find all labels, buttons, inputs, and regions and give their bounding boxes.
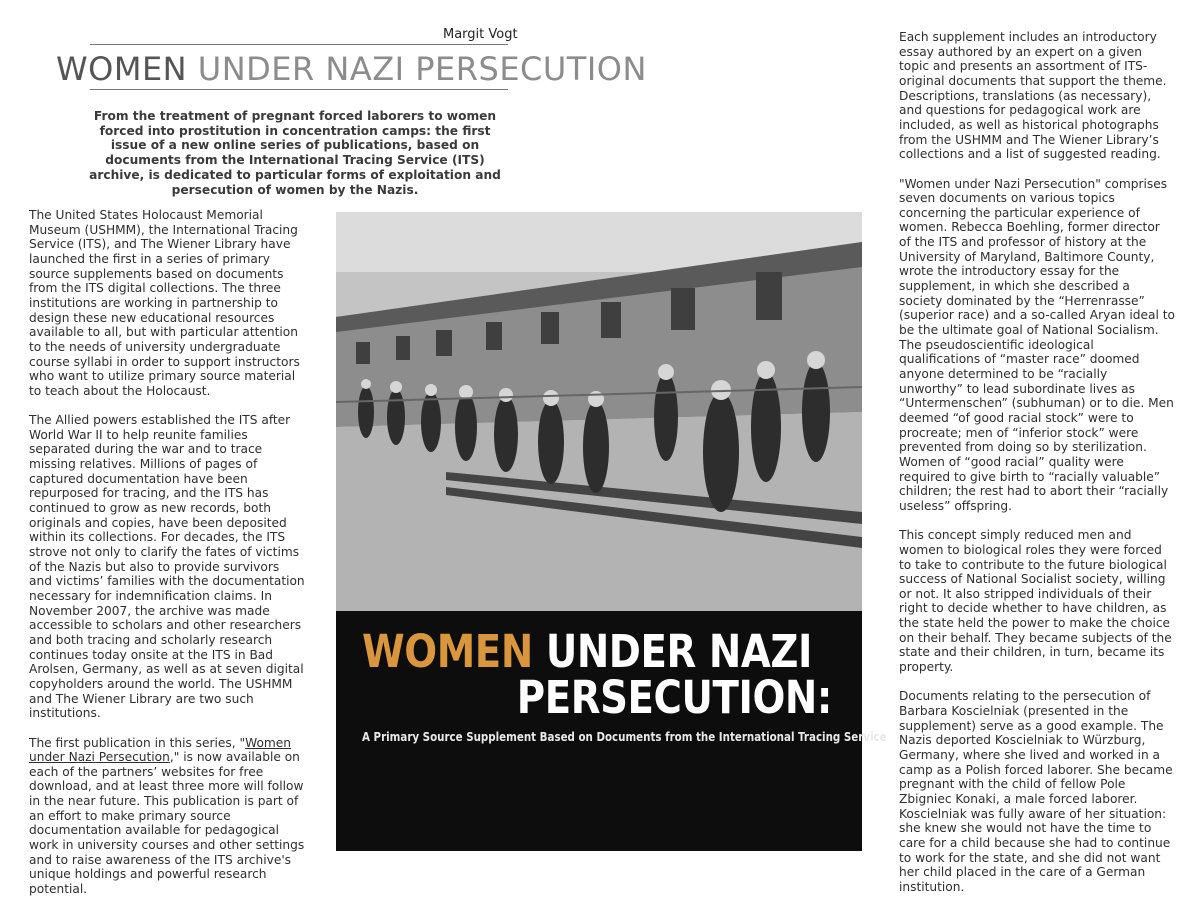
publication-cover-image — [336, 212, 887, 851]
cover-title-word-2: UNDER NAZI — [545, 625, 812, 678]
cover-title — [362, 625, 832, 724]
cover-title-band — [336, 611, 887, 851]
page-headline — [56, 50, 647, 88]
historical-photo — [336, 212, 862, 611]
lead-paragraph: From the treatment of pregnant forced laborers to women forced into prostitution in concentration camps: the first issue of a new online series of publications, based on documents from the International Tracing Service (ITS) archive, is dedicated to particular forms of exploitation and persecution of women by the Nazis. — [89, 109, 501, 197]
headline-part-2: UNDER NAZI PERSECUTION — [197, 50, 647, 88]
body-paragraph: "Women under Nazi Persecution" comprises seven documents on various topics concerning the particular experience of women. Rebecca Boehling, former director of the ITS and professor of history at the University of Maryland, Baltimore County, wrote the introductory essay for the supplement, in which she described a society dominated by the “Herrenrasse” (superior race) and a so-called Aryan ideal to be the ultimate goal of National Socialism. The pseudoscientific ideological qualifications of “master race” doomed anyone determined to be “racially unworthy” to lead subordinate lives as “Untermenschen” (subhuman) or to die. Men deemed “of good racial stock” were to procreate; men of “inferior stock” were prevented from doing so by sterilization. Women of “good racial” quality were required to give birth to “racially valuable” children; the rest had to abort their “racially useless” offspring. — [899, 176, 1175, 513]
headline-bottom-rule — [90, 89, 508, 90]
cover-title-word-3: PERSECUTION: — [516, 671, 832, 724]
cover-subtitle: A Primary Source Supplement Based on Documents from the International Tracing Service — [362, 729, 887, 744]
headline-top-rule — [90, 44, 508, 45]
body-paragraph: This concept simply reduced men and women to biological roles they were forced to take to contribute to the future biological success of National Socialist society, willing or not. It also stripped individuals of their right to decide whether to have children, as the state held the power to make the choice on their behalf. They became subjects of the state and their children, in turn, became its property. — [899, 528, 1172, 675]
author-name: Margit Vogt — [443, 27, 518, 42]
left-column — [29, 208, 305, 911]
body-paragraph: Documents relating to the persecution of Barbara Koscielniak (presented in the supplement) serve as a good example. The Nazis deported Koscielniak to Würzburg, Germany, where she lived and worked in a camp as a Polish forced laborer. She became pregnant with the child of fellow Pole Zbigniec Konaki, a male forced laborer. Koscielniak was fully aware of her situation: she knew she would not have the time to care for a child because she had to continue to work for the state, and she did not want her child placed in the care of a German institution. — [899, 689, 1173, 894]
body-paragraph: Each supplement includes an introductory essay authored by an expert on a given topic and presents an assortment of ITS-original documents that support the theme. Descriptions, translations (as necessary), and questions for pedagogical work are included, as well as historical photographs from the USHMM and The Wiener Library’s collections and a list of suggested reading. — [899, 30, 1167, 162]
publication-link[interactable]: Women under Nazi Persecution — [29, 735, 292, 765]
body-paragraph — [29, 736, 305, 897]
cover-title-word-1: WOMEN — [362, 625, 533, 678]
body-paragraph: The Allied powers established the ITS after World War II to help reunite families separated during the war and to trace missing relatives. Millions of pages of captured documentation have been repurposed for tracing, and the ITS has continued to grow as new records, both originals and copies, have been deposited within its collections. For decades, the ITS strove not only to clarify the fates of victims of the Nazis but also to provide survivors and victims’ families with the documentation necessary for indemnification claims. In November 2007, the archive was made accessible to scholars and other researchers and both tracing and scholarly research continues today onsite at the ITS in Bad Arolsen, Germany, as well as at seven digital copyholders around the world. The USHMM and The Wiener Library are two such institutions. — [29, 413, 305, 721]
right-column — [899, 30, 1175, 909]
headline-part-1: WOMEN — [56, 50, 188, 88]
paragraph-text: The first publication in this series, " — [29, 735, 246, 750]
body-paragraph: The United States Holocaust Memorial Museum (USHMM), the International Tracing Service (ITS), and The Wiener Library have launched the first in a series of primary source supplements based on documents from the ITS digital collections. The three institutions are working in partnership to design these new educational resources available to all, but with particular attention to the needs of university undergraduate course syllabi in order to support instructors who want to utilize primary source material to teach about the Holocaust. — [29, 208, 300, 398]
photo-illustration — [336, 212, 862, 611]
paragraph-text: ," is now available on each of the partners’ websites for free download, and at least three more will follow in the near future. This publication is part of an effort to make primary source documentation available for pedagogical work in university courses and other settings and to raise awareness of the ITS archive's unique holdings and powerful research potential. — [29, 750, 305, 897]
